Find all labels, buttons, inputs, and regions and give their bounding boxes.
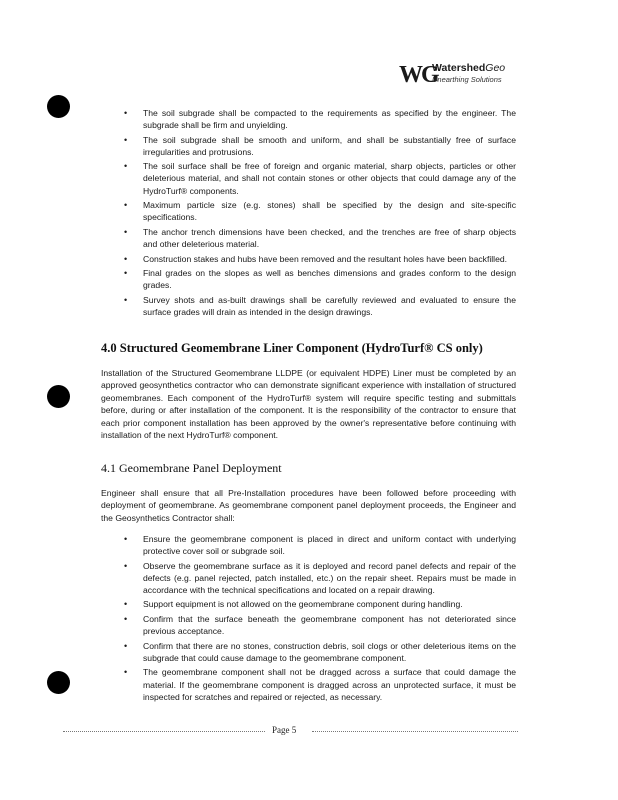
section-heading-4-0: 4.0 Structured Geomembrane Liner Component (HydroTurf® CS only) xyxy=(101,341,483,355)
punch-hole-bottom xyxy=(47,671,70,694)
list-item: • Support equipment is not allowed on the geomembrane component during handling. xyxy=(118,598,516,610)
page-number: Page 5 xyxy=(272,725,297,735)
logo-name: WatershedGeo xyxy=(432,62,506,74)
logo-tagline: Unearthing Solutions xyxy=(432,75,502,84)
section-heading-4-1: 4.1 Geomembrane Panel Deployment xyxy=(101,461,282,475)
list-item: • Final grades on the slopes as well as benches dimensions and grades conform to the design grades. xyxy=(118,267,516,291)
list-item: • The anchor trench dimensions have been checked, and the trenches are free of sharp objects and other deleterious material. xyxy=(118,226,516,250)
list-item: • The soil subgrade shall be smooth and uniform, and shall be substantially free of surface irregularities and protrusions. xyxy=(118,134,516,158)
list-item: • The soil subgrade shall be compacted to the requirements as specified by the engineer. The subgrade shall be firm and unyielding. xyxy=(118,107,516,131)
list-item: • Confirm that there are no stones, construction debris, soil clogs or other deleterious items on the subgrade that could cause damage to the geomembrane component. xyxy=(118,640,516,664)
logo-mark: WG xyxy=(399,62,438,88)
section-4-1-paragraph: Engineer shall ensure that all Pre-Installation procedures have been followed before proceeding with deployment of geomembrane. As geomembrane component panel deployment proceeds, the Engineer and the Geosynthetics Contractor shall: xyxy=(101,488,516,523)
list-item: • Ensure the geomembrane component is placed in direct and uniform contact with underlying protective cover soil or subgrade soil. xyxy=(118,533,516,557)
list-item: • Maximum particle size (e.g. stones) shall be specified by the design and site-specific specifications. xyxy=(118,199,516,223)
section-4-0-paragraph: Installation of the Structured Geomembrane LLDPE (or equivalent HDPE) Liner must be completed by an approved geosynthetics contractor who can demonstrate significant experience with installation of structured geomembranes. Each component of the HydroTurf® system will require specific testing and submittals before, during or after installation of the component. It is the responsibility of the contractor to ensure that each prior component installation has been approved by the owner's representative before continuing with installation of the next HydroTurf® component. xyxy=(101,368,516,441)
list-item: • Confirm that the surface beneath the geomembrane component has not deteriorated since previous acceptance. xyxy=(118,613,516,637)
list-item: • Observe the geomembrane surface as it is deployed and record panel defects and repair of the defects (e.g. panel rejected, patch installed, etc.) on the repair sheet. Repairs must be made in accordance with the technical specifications and located on a repair drawing. xyxy=(118,560,516,596)
list-item: • The soil surface shall be free of foreign and organic material, sharp objects, particles or other deleterious material, and shall not contain stones or other objects that could damage any of the HydroTurf® components. xyxy=(118,160,516,196)
footer-rule-right xyxy=(312,731,518,732)
footer-rule-left xyxy=(63,731,265,732)
punch-hole-middle xyxy=(47,385,70,408)
list-item: • The geomembrane component shall not be dragged across a surface that could damage the material. If the geomembrane component is dragged across an unprotected surface, it must be inspected for scratches and repaired or rejected, as necessary. xyxy=(118,666,516,702)
deployment-checks-list xyxy=(118,533,516,705)
list-item: • Construction stakes and hubs have been removed and the resultant holes have been backfilled. xyxy=(118,253,516,265)
subgrade-requirements-list xyxy=(118,107,516,321)
watershedgeo-logo xyxy=(399,60,539,90)
punch-hole-top xyxy=(47,95,70,118)
list-item: • Survey shots and as-built drawings shall be carefully reviewed and evaluated to ensure the surface grades will drain as intended in the design drawings. xyxy=(118,294,516,318)
